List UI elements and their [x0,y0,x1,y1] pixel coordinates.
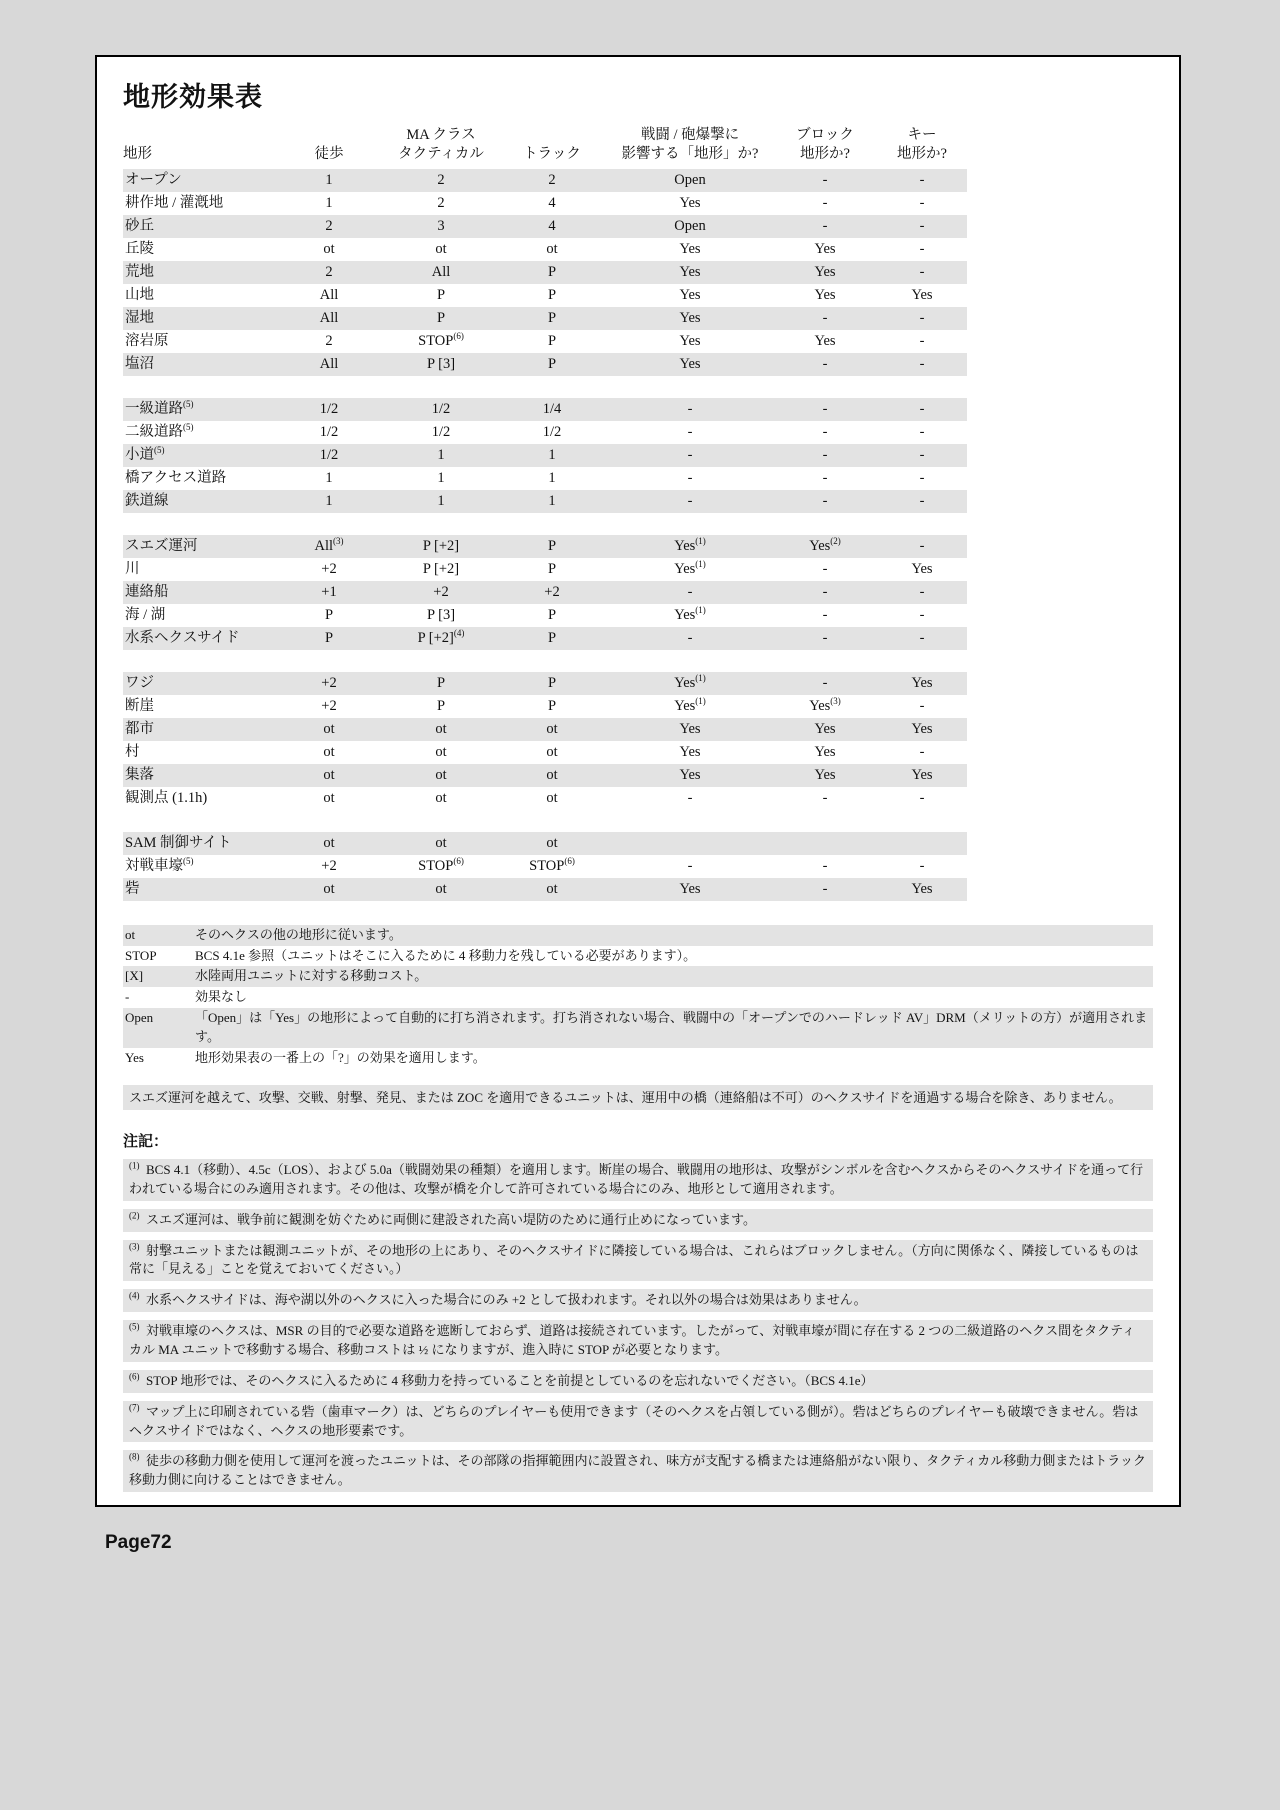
legend-row [123,925,1153,946]
terrain-value: P [324,606,334,623]
table-row [123,787,967,810]
terrain-value: Yes$^{(2)}$ [809,535,841,554]
terrain-value: 1 [437,446,445,463]
terrain-value: - [919,171,925,188]
terrain-value: - [919,537,925,554]
terrain-value: - [919,355,925,372]
terrain-value: P [3] [426,606,456,623]
terrain-value: Yes [814,263,836,280]
terrain-name: 連絡船 [125,583,169,600]
terrain-value: - [822,217,828,234]
note-item: $^{(1)}$ BCS 4.1（移動）、4.5c（LOS）、および 5.0a（戦闘効果の種類）を適用します。断崖の場合、戦闘用の地形は、攻撃がシンボルを含むヘクスからそのヘクスサイドを通って行われている場合にのみ適用されます。その他は、攻撃が橋を介して許可されている場合にのみ、地形として適用されます。 [123,1159,1153,1201]
terrain-value: ot [323,720,335,737]
terrain-value: 1/2 [542,423,562,440]
terrain-value: - [822,857,828,874]
terrain-value: Yes$^{(1)}$ [674,672,706,691]
terrain-value: STOP$^{(6)}$ [418,330,464,349]
table-row [123,535,967,558]
table-group-gap [123,650,1153,672]
terrain-value: - [822,194,828,211]
terrain-value: 1/4 [542,400,562,417]
terrain-value: All [319,355,339,372]
col-header-combat-terrain: 戦闘 / 砲爆撃に 影響する「地形」か? [621,127,759,162]
terrain-value: P [547,263,557,280]
terrain-name: 耕作地 / 灌漑地 [125,194,224,211]
notes-title: 注記： [123,1133,169,1151]
terrain-value: Yes [679,355,701,372]
terrain-value: Yes [814,743,836,760]
terrain-value: - [919,743,925,760]
table-group-gap [123,513,1153,535]
terrain-value: P [547,309,557,326]
legend-key: ot [125,926,136,942]
terrain-name: 溶岩原 [125,332,169,349]
terrain-value: Yes [814,240,836,257]
table-group-gap [123,376,1153,398]
terrain-value: Yes [814,766,836,783]
terrain-value: +1 [321,583,337,600]
terrain-value: Yes [814,286,836,303]
terrain-value: P $[+2]^{(4)}$ [417,627,465,646]
terrain-value: - [687,423,693,440]
terrain-value: - [919,492,925,509]
terrain-value: - [687,469,693,486]
terrain-name: 断崖 [125,697,154,714]
terrain-value: 1/2 [319,446,339,463]
terrain-value: ot [435,240,447,257]
table-row [123,627,967,650]
table-row [123,695,967,718]
terrain-value: - [822,583,828,600]
terrain-name: 塩沼 [125,355,154,372]
note-item: $^{(7)}$ マップ上に印刷されている砦（歯車マーク）は、どちらのプレイヤーも使用できます（そのヘクスを占領している側が）。砦はどちらのプレイヤーも破壊できません。砦はヘクスサイドではなく、ヘクスの地形要素です。 [123,1401,1153,1443]
terrain-value: P [547,537,557,554]
table-row [123,558,967,581]
terrain-value: Yes$^{(1)}$ [674,695,706,714]
legend-text: 効果なし [195,989,248,1005]
col-header-key-terrain: キー 地形か? [897,127,947,162]
rules-sheet [95,55,1181,1507]
terrain-value: 1 [325,171,333,188]
note-item: $^{(4)}$ 水系ヘクスサイドは、海や湖以外のヘクスに入った場合にのみ +2 として扱われます。それ以外の場合は効果はありません。 [123,1289,1153,1312]
terrain-value: Yes [679,194,701,211]
terrain-value: - [687,629,693,646]
terrain-value: - [822,789,828,806]
suez-paragraph: スエズ運河を越えて、攻撃、交戦、射撃、発見、または ZOC を適用できるユニットは、運用中の橋（連絡船は不可）のヘクスサイドを通過する場合を除き、ありません。 [123,1085,1153,1111]
terrain-value: 1 [437,492,445,509]
terrain-name: 荒地 [125,263,154,280]
terrain-value: P [547,629,557,646]
table-row [123,398,967,421]
terrain-value: - [919,263,925,280]
terrain-value: - [687,446,693,463]
terrain-value: Open [674,217,706,234]
terrain-value: - [919,789,925,806]
terrain-value: P [436,309,446,326]
terrain-value: - [687,492,693,509]
terrain-value: ot [546,834,558,851]
terrain-value: - [919,217,925,234]
terrain-value: Yes [679,263,701,280]
terrain-value: - [919,309,925,326]
table-row [123,330,967,353]
table-row [123,353,967,376]
terrain-value: 1/2 [431,423,451,440]
terrain-value: - [822,492,828,509]
terrain-value: Yes$^{(1)}$ [674,535,706,554]
terrain-name: 川 [125,560,140,577]
terrain-name: 小道$^{(5)}$ [125,444,165,463]
terrain-value: 2 [325,332,333,349]
terrain-value: ot [546,720,558,737]
terrain-value: Yes [679,332,701,349]
terrain-value: Yes [911,286,933,303]
legend-key: STOP [125,947,157,963]
col-header-foot: 徒歩 [314,145,344,162]
terrain-value: STOP$^{(6)}$ [418,855,464,874]
terrain-value: ot [546,240,558,257]
legend-key: Open [125,1010,154,1026]
col-header-block-terrain: ブロック 地形か? [796,127,854,162]
table-row [123,192,967,215]
terrain-value: Open [674,171,706,188]
terrain-value: Yes [679,286,701,303]
terrain-value: - [919,240,925,257]
terrain-value: Yes [911,560,933,577]
table-row [123,718,967,741]
terrain-value: - [919,469,925,486]
terrain-value: ot [435,880,447,897]
terrain-value: 1 [548,492,556,509]
terrain-value: - [919,332,925,349]
table-row [123,490,967,513]
terrain-value: 2 [437,171,445,188]
terrain-value: 1 [325,492,333,509]
terrain-value: 4 [548,194,556,211]
terrain-name: 一級道路$^{(5)}$ [125,398,194,417]
terrain-value: - [919,423,925,440]
terrain-name: オープン [125,171,182,188]
terrain-value: - [822,309,828,326]
table-row [123,467,967,490]
legend-text: 水陸両用ユニットに対する移動コスト。 [195,968,428,984]
terrain-value: ot [546,789,558,806]
terrain-value: All [319,309,339,326]
terrain-name: 対戦車壕$^{(5)}$ [125,855,194,874]
table-row [123,581,967,604]
terrain-value: 1 [548,446,556,463]
terrain-value: - [919,194,925,211]
terrain-value: - [919,446,925,463]
terrain-value: Yes$^{(1)}$ [674,604,706,623]
terrain-value: +2 [321,857,337,874]
terrain-name: 丘陵 [125,240,154,257]
terrain-value: 2 [548,171,556,188]
terrain-effects-table [123,169,1153,901]
terrain-name: 鉄道線 [125,492,169,509]
terrain-value: P [+2] [422,537,460,554]
legend [123,925,1153,1069]
terrain-value: - [822,171,828,188]
terrain-value: Yes$^{(3)}$ [809,695,841,714]
legend-text: 「Open」は「Yes」の地形によって自動的に打ち消されます。打ち消されない場合、戦闘中の「オープンでのハードレッド AV」DRM（メリットの方）が適用されます。 [195,1010,1148,1044]
terrain-value: Yes [911,880,933,897]
terrain-value: 1 [548,469,556,486]
table-row [123,855,967,878]
terrain-value: STOP$^{(6)}$ [529,855,575,874]
col-header-ma-tactical: MA クラス タクティカル [398,127,484,162]
terrain-value: ot [435,720,447,737]
terrain-value: ot [323,834,335,851]
terrain-value: Yes [911,766,933,783]
legend-row [123,1048,1153,1069]
table-row [123,215,967,238]
terrain-value: ot [323,789,335,806]
table-row [123,284,967,307]
terrain-name: 観測点 (1.1h) [125,789,208,806]
terrain-value: Yes [911,674,933,691]
terrain-value: - [919,857,925,874]
terrain-name: SAM 制御サイト [125,834,232,851]
table-row [123,421,967,444]
terrain-value: - [687,857,693,874]
terrain-value: - [919,629,925,646]
terrain-value: - [919,583,925,600]
terrain-value: - [822,629,828,646]
terrain-name: 砦 [125,880,140,897]
terrain-value: 1 [325,194,333,211]
col-header-truck: トラック [523,145,581,162]
table-row [123,169,967,192]
terrain-name: 橋アクセス道路 [125,469,227,486]
terrain-value: P [436,697,446,714]
note-item: $^{(6)}$ STOP 地形では、そのヘクスに入るために 4 移動力を持っていることを前提としているのを忘れないでください。（BCS 4.1e） [123,1370,1153,1393]
terrain-name: 海 / 湖 [125,606,166,623]
terrain-value: 2 [437,194,445,211]
terrain-value: - [822,674,828,691]
table-header-row [123,126,967,164]
table-row [123,307,967,330]
terrain-value: - [822,423,828,440]
terrain-value: 1 [325,469,333,486]
terrain-name: 集落 [125,766,154,783]
terrain-value: Yes [814,332,836,349]
terrain-value: P [436,674,446,691]
note-item: $^{(3)}$ 射撃ユニットまたは観測ユニットが、その地形の上にあり、そのヘクスサイドに隣接している場合は、これらはブロックしません。（方向に関係なく、隣接しているものは常に「見える」ことを覚えておいてください。） [123,1240,1153,1282]
table-row [123,261,967,284]
table-row [123,238,967,261]
terrain-value: Yes [814,720,836,737]
note-item: $^{(5)}$ 対戦車壕のヘクスは、MSR の目的で必要な道路を遮断しておらず、道路は接続されています。したがって、対戦車壕が間に存在する 2 つの二級道路のヘクス間をタクティカル MA ユニットで移動する場合、移動コストは ½ になりますが、進入時に STOP が必要となります。 [123,1320,1153,1362]
terrain-value: 1/2 [319,400,339,417]
page-number: Page72 [105,1532,172,1553]
terrain-value: Yes [679,766,701,783]
terrain-value: +2 [321,674,337,691]
terrain-value: Yes [679,720,701,737]
terrain-value: All [431,263,451,280]
legend-key: Yes [125,1049,144,1065]
terrain-value: 3 [437,217,445,234]
terrain-value: ot [323,766,335,783]
terrain-value: P [547,697,557,714]
terrain-value: P [436,286,446,303]
legend-key: [X] [125,968,144,984]
terrain-value: Yes [679,880,701,897]
terrain-value: All [319,286,339,303]
table-row [123,878,967,901]
terrain-value: - [822,560,828,577]
terrain-name: 水系ヘクスサイド [125,629,240,646]
terrain-value: ot [323,743,335,760]
terrain-value: - [919,400,925,417]
terrain-value: 4 [548,217,556,234]
terrain-value: - [822,469,828,486]
terrain-value: Yes [679,743,701,760]
terrain-value: ot [435,766,447,783]
terrain-value: P [547,286,557,303]
terrain-name: 湿地 [125,309,154,326]
terrain-value: 1 [437,469,445,486]
terrain-value: 1/2 [319,423,339,440]
terrain-value: P [547,332,557,349]
terrain-value: P [324,629,334,646]
table-row [123,832,967,855]
terrain-name: 村 [125,743,140,760]
terrain-name: ワジ [125,674,154,691]
terrain-value: - [687,583,693,600]
table-row [123,444,967,467]
terrain-value: Yes [911,720,933,737]
terrain-value: - [687,789,693,806]
terrain-value: 1/2 [431,400,451,417]
terrain-value: 2 [325,263,333,280]
legend-text: 地形効果表の一番上の「?」の効果を適用します。 [195,1049,486,1065]
terrain-value: ot [323,880,335,897]
terrain-value: P [547,606,557,623]
terrain-value: P [3] [426,355,456,372]
terrain-value: ot [546,743,558,760]
terrain-name: 山地 [125,286,154,303]
legend-text: BCS 4.1e 参照（ユニットはそこに入るために 4 移動力を残している必要があります）。 [195,947,697,963]
legend-key: - [125,989,130,1005]
page-title: 地形効果表 [123,82,263,112]
terrain-value: +2 [321,697,337,714]
legend-row [123,987,1153,1008]
terrain-value: ot [546,880,558,897]
terrain-value: - [822,446,828,463]
note-item: $^{(2)}$ スエズ運河は、戦争前に観測を妨ぐために両側に建設された高い堤防のために通行止めになっています。 [123,1209,1153,1232]
terrain-name: スエズ運河 [125,537,198,554]
terrain-value: +2 [433,583,449,600]
terrain-value: +2 [321,560,337,577]
terrain-value: ot [435,834,447,851]
terrain-value: ot [435,743,447,760]
table-row [123,764,967,787]
terrain-value: - [822,400,828,417]
terrain-value: Yes$^{(1)}$ [674,558,706,577]
legend-row [123,1008,1153,1048]
table-row [123,604,967,627]
terrain-value: ot [435,789,447,806]
terrain-value: P [547,355,557,372]
terrain-name: 都市 [125,720,154,737]
terrain-value: - [687,400,693,417]
terrain-name: 砂丘 [125,217,154,234]
notes-list [123,1159,1153,1492]
table-row [123,672,967,695]
terrain-value: ot [323,240,335,257]
table-group-gap [123,810,1153,832]
terrain-value: Yes [679,309,701,326]
terrain-value: +2 [544,583,560,600]
terrain-value: All$^{(3)}$ [314,535,344,554]
terrain-value: - [822,606,828,623]
terrain-value: - [822,355,828,372]
col-header-terrain: 地形 [123,145,152,162]
terrain-value: Yes [679,240,701,257]
terrain-value: P [547,560,557,577]
table-row [123,741,967,764]
terrain-value: P [547,674,557,691]
terrain-value: ot [546,766,558,783]
terrain-value: 2 [325,217,333,234]
terrain-value: - [919,606,925,623]
terrain-name: 二級道路$^{(5)}$ [125,421,194,440]
terrain-value: - [822,880,828,897]
terrain-value: P [+2] [422,560,460,577]
note-item: $^{(8)}$ 徒歩の移動力側を使用して運河を渡ったユニットは、その部隊の指揮範囲内に設置され、味方が支配する橋または連絡船がない限り、タクティカル移動力側またはトラック移動力側に向けることはできません。 [123,1450,1153,1492]
legend-text: そのヘクスの他の地形に従います。 [195,926,402,942]
legend-row [123,966,1153,987]
terrain-value: - [919,697,925,714]
legend-row [123,946,1153,967]
